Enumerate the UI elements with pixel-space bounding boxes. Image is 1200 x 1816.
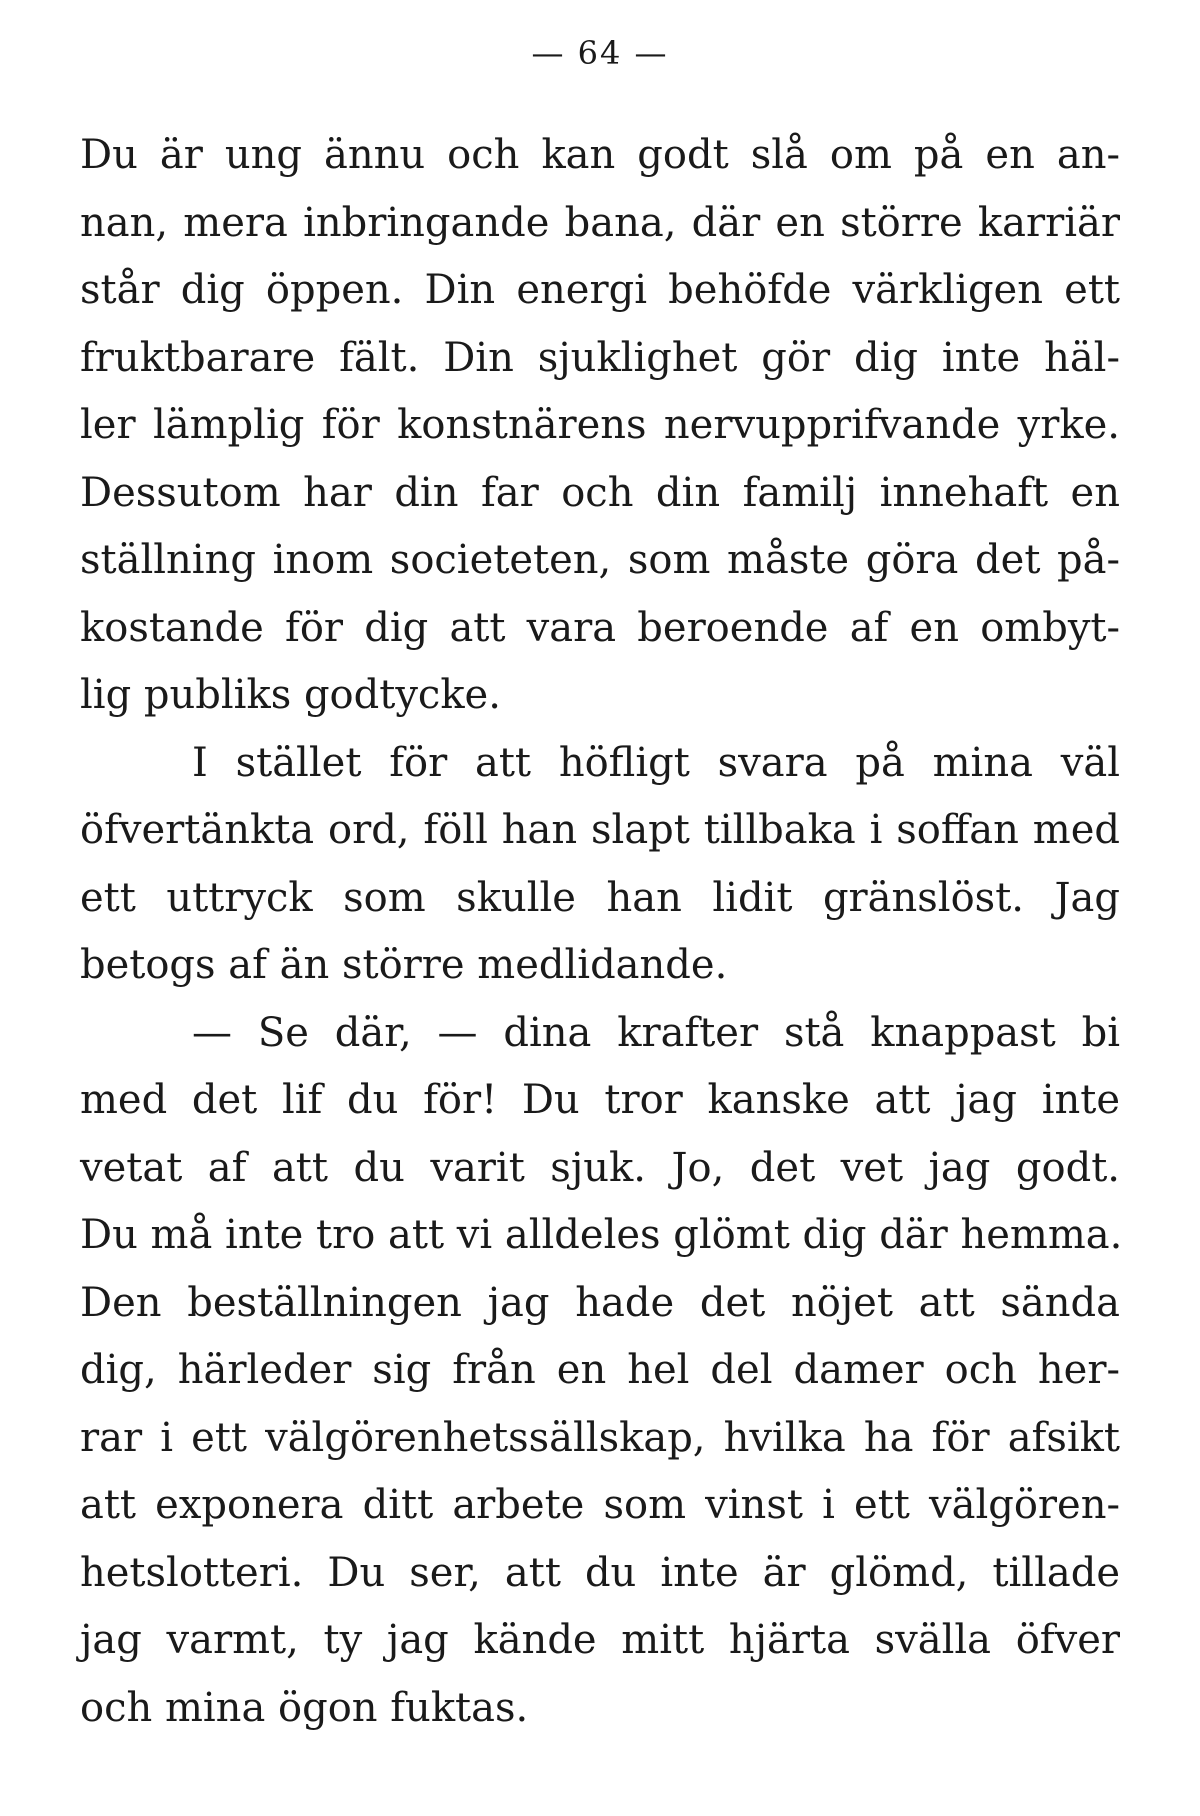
text-line: Den beställningen jag hade det nöjet att sända [80,1279,1120,1326]
text-line: står dig öppen. Din energi behöfde värkligen ett [80,267,1120,313]
text-line: nan, mera inbringande bana, där en större karriär [80,199,1120,246]
text-line: lig publiks godtycke. [80,672,501,718]
text-line: betogs af än större medlidande. [80,942,728,988]
text-line: fruktbarare fält. Din sjuklighet gör dig inte häl- [80,334,1120,381]
text-line: — Se där, — dina krafter stå knappast bi [192,1009,1120,1056]
text-line: med det lif du för! Du tror kanske att jag inte [80,1077,1120,1123]
text-line: I stället för att höfligt svara på mina väl [192,739,1120,786]
text-line: att exponera ditt arbete som vinst i ett välgören- [80,1482,1120,1528]
text-line: dig, härleder sig från en hel del damer och her- [80,1347,1120,1393]
page-number: — 64 — [531,34,669,72]
text-line: Dessutom har din far och din familj innehaft en [80,469,1120,516]
text-line: Du är ung ännu och kan godt slå om på en an- [80,132,1120,178]
body-text [80,128,1123,1748]
text-line: kostande för dig att vara beroende af en ombyt- [80,604,1120,651]
text-line: öfvertänkta ord, föll han slapt tillbaka i soffan med [80,807,1120,853]
text-line: vetat af att du varit sjuk. Jo, det vet jag godt. [80,1144,1120,1191]
text-line: rar i ett välgörenhetssällskap, hvilka ha för afsikt [80,1414,1120,1461]
text-line: Du må inte tro att vi alldeles glömt dig där hemma. [80,1212,1123,1258]
text-line: och mina ögon fuktas. [80,1684,529,1731]
text-line: ler lämplig för konstnärens nervupprifvande yrke. [80,402,1120,448]
text-line: ett uttryck som skulle han lidit gränslöst. Jag [80,874,1120,921]
text-line: hetslotteri. Du ser, att du inte är glömd, tillade [80,1549,1120,1596]
text-line: jag varmt, ty jag kände mitt hjärta svälla öfver [80,1617,1120,1663]
text-line: ställning inom societeten, som måste göra det på- [80,537,1120,583]
